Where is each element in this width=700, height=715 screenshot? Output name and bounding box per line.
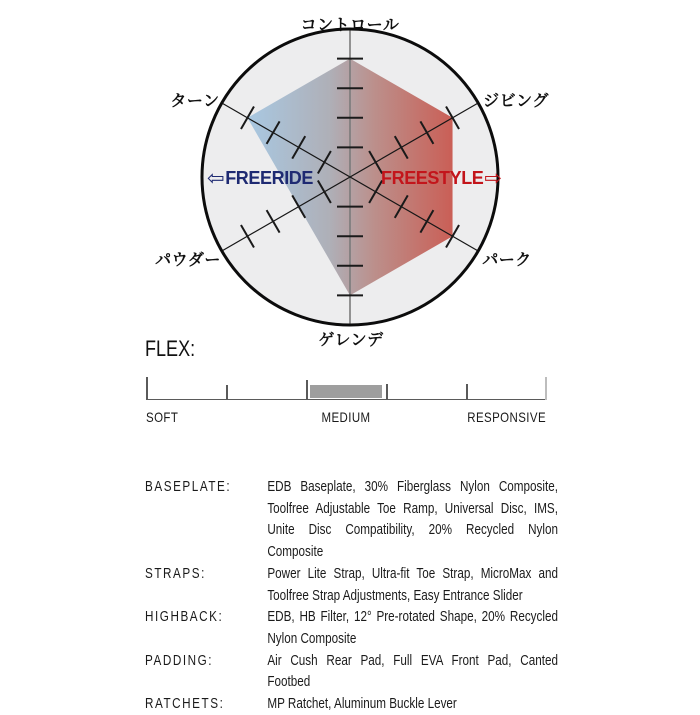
freestyle-annotation bbox=[381, 168, 502, 189]
flex-scale-labels bbox=[146, 409, 546, 427]
flex-label-soft: SOFT bbox=[146, 409, 179, 425]
freeride-label: FREERIDE bbox=[225, 168, 314, 188]
spec-value-highback: EDB, HB Filter, 12° Pre-rotated Shape, 20% Recycled Nylon Composite bbox=[267, 608, 558, 647]
radar-label-jibbing: ジビング bbox=[483, 93, 549, 110]
table-row bbox=[145, 650, 558, 693]
spec-value-ratchets: MP Ratchet, Aluminum Buckle Lever bbox=[267, 695, 457, 713]
table-row bbox=[145, 563, 558, 606]
spec-label-padding: PADDING: bbox=[145, 651, 214, 669]
flex-tick bbox=[466, 384, 468, 400]
spec-value-padding: Air Cush Rear Pad, Full EVA Front Pad, Canted Footbed bbox=[267, 651, 558, 691]
spec-label-highback: HIGHBACK: bbox=[145, 608, 224, 626]
radar-label-powder: パウダー bbox=[155, 252, 221, 269]
spec-value-straps: Power Lite Strap, Ultra-fit Toe Strap, MicroMax and Toolfree Strap Adjustments, Easy Entrance Slider bbox=[267, 564, 558, 604]
spec-value-baseplate: EDB Baseplate, 30% Fiberglass Nylon Composite, Toolfree Adjustable Toe Ramp, Universal Disc, IMS, Unite Disc Compatibility, 20% Recycled Nylon Composite bbox=[267, 478, 558, 561]
flex-section-title: FLEX: bbox=[145, 336, 196, 361]
spec-table bbox=[145, 476, 558, 715]
radar-label-turn: ターン bbox=[170, 93, 220, 110]
table-row bbox=[145, 606, 558, 649]
flex-tick bbox=[386, 384, 388, 400]
spec-label-ratchets: RATCHETS: bbox=[145, 695, 225, 713]
flex-tick bbox=[226, 385, 228, 400]
spec-label-straps: STRAPS: bbox=[145, 564, 206, 582]
flex-label-responsive: RESPONSIVE bbox=[467, 409, 547, 425]
flex-tick bbox=[545, 377, 547, 400]
radar-label-park: パーク bbox=[482, 252, 532, 269]
flex-tick bbox=[146, 377, 148, 400]
freestyle-label: FREESTYLE bbox=[381, 168, 484, 188]
freeride-annotation bbox=[207, 168, 313, 189]
flex-scale-baseline bbox=[146, 399, 547, 400]
flex-label-medium: MEDIUM bbox=[321, 409, 371, 425]
flex-tick bbox=[306, 380, 308, 400]
left-arrow-icon: ⇦ bbox=[207, 166, 225, 190]
table-row bbox=[145, 476, 558, 563]
right-arrow-icon: ⇨ bbox=[484, 166, 502, 190]
radar-label-gelande: ゲレンデ bbox=[318, 332, 384, 349]
flex-value-marker bbox=[310, 385, 382, 398]
spec-label-baseplate: BASEPLATE: bbox=[145, 478, 232, 495]
radar-label-control: コントロール bbox=[300, 17, 400, 34]
table-row bbox=[145, 693, 558, 715]
